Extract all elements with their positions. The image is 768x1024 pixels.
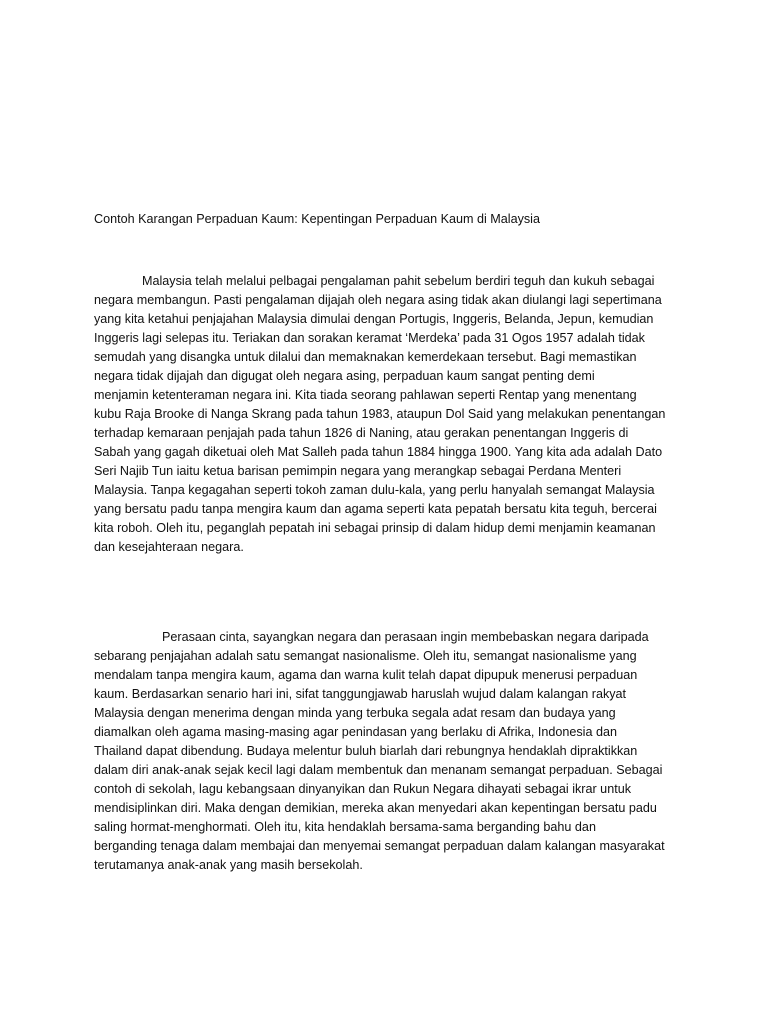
paragraph-line: contoh di sekolah, lagu kebangsaan dinyanyikan dan Rukun Negara dihayati sebagai ikrar untuk (94, 782, 631, 796)
paragraph-line: Malaysia dengan menerima dengan minda yang terbuka segala adat resam dan budaya yang (94, 706, 616, 720)
paragraph-line: kita roboh. Oleh itu, peganglah pepatah ini sebagai prinsip di dalam hidup demi menjamin keamanan (94, 521, 656, 535)
paragraph-line: Inggeris lagi selepas itu. Teriakan dan sorakan keramat ‘Merdeka’ pada 31 Ogos 1957 adalah tidak (94, 331, 645, 345)
paragraph-line: dan kesejahteraan negara. (94, 540, 244, 554)
paragraph-1 (94, 272, 678, 557)
paragraph-line: negara membangun. Pasti pengalaman dijajah oleh negara asing tidak akan diulangi lagi sepertimana (94, 293, 662, 307)
paragraph-line: kubu Raja Brooke di Nanga Skrang pada tahun 1983, ataupun Dol Said yang melakukan penentangan (94, 407, 666, 421)
paragraph-line: Seri Najib Tun iaitu ketua barisan pemimpin negara yang merangkap sebagai Perdana Menteri (94, 464, 622, 478)
paragraph-line: saling hormat-menghormati. Oleh itu, kita hendaklah bersama-sama berganding bahu dan (94, 820, 596, 834)
paragraph-line: menjamin ketenteraman negara ini. Kita tiada seorang pahlawan seperti Rentap yang menentang (94, 388, 637, 402)
paragraph-line: mendalam tanpa mengira kaum, agama dan warna kulit telah dapat dipupuk menerusi perpaduan (94, 668, 638, 682)
paragraph-line: kaum. Berdasarkan senario hari ini, sifat tanggungjawab haruslah wujud dalam kalangan rakyat (94, 687, 627, 701)
paragraph-line: Malaysia telah melalui pelbagai pengalaman pahit sebelum berdiri teguh dan kukuh sebagai (142, 274, 655, 288)
paragraph-line: Malaysia. Tanpa kegagahan seperti tokoh zaman dulu-kala, yang perlu hanyalah semangat Malaysia (94, 483, 655, 497)
paragraph-line: mendisiplinkan diri. Maka dengan demikian, mereka akan menyedari akan kepentingan bersatu padu (94, 801, 657, 815)
paragraph-line: sebarang penjajahan adalah satu semangat nasionalisme. Oleh itu, semangat nasionalisme yang (94, 649, 637, 663)
paragraph-2 (94, 628, 678, 875)
paragraph-line: terhadap kemaraan penjajah pada tahun 1826 di Naning, atau gerakan penentangan Inggeris di (94, 426, 629, 440)
paragraph-line: dalam diri anak-anak sejak kecil lagi dalam membentuk dan menanam semangat perpaduan. Sebagai (94, 763, 663, 777)
paragraph-line: Sabah yang gagah diketuai oleh Mat Salleh pada tahun 1884 hingga 1900. Yang kita ada adalah Dato (94, 445, 663, 459)
paragraph-line: negara tidak dijajah dan digugat oleh negara asing, perpaduan kaum sangat penting demi (94, 369, 595, 383)
paragraph-line: diamalkan oleh agama masing-masing agar penindasan yang berlaku di Afrika, Indonesia dan (94, 725, 617, 739)
paragraph-line: terutamanya anak-anak yang masih bersekolah. (94, 858, 363, 872)
paragraph-line: semudah yang disangka untuk dilalui dan memaknakan kemerdekaan tersebut. Bagi memastikan (94, 350, 637, 364)
paragraph-line: yang bersatu padu tanpa mengira kaum dan agama seperti kata pepatah bersatu kita teguh, bercerai (94, 502, 657, 516)
paragraph-line: Thailand dapat dibendung. Budaya melentur buluh biarlah dari rebungnya hendaklah dipraktikkan (94, 744, 638, 758)
document-title: Contoh Karangan Perpaduan Kaum: Kepentingan Perpaduan Kaum di Malaysia (94, 212, 540, 226)
paragraph-line: Perasaan cinta, sayangkan negara dan perasaan ingin membebaskan negara daripada (162, 630, 649, 644)
paragraph-line: yang kita ketahui penjajahan Malaysia dimulai dengan Portugis, Inggeris, Belanda, Jepun, kemudian (94, 312, 654, 326)
paragraph-line: berganding tenaga dalam membajai dan menyemai semangat perpaduan dalam kalangan masyarakat (94, 839, 665, 853)
